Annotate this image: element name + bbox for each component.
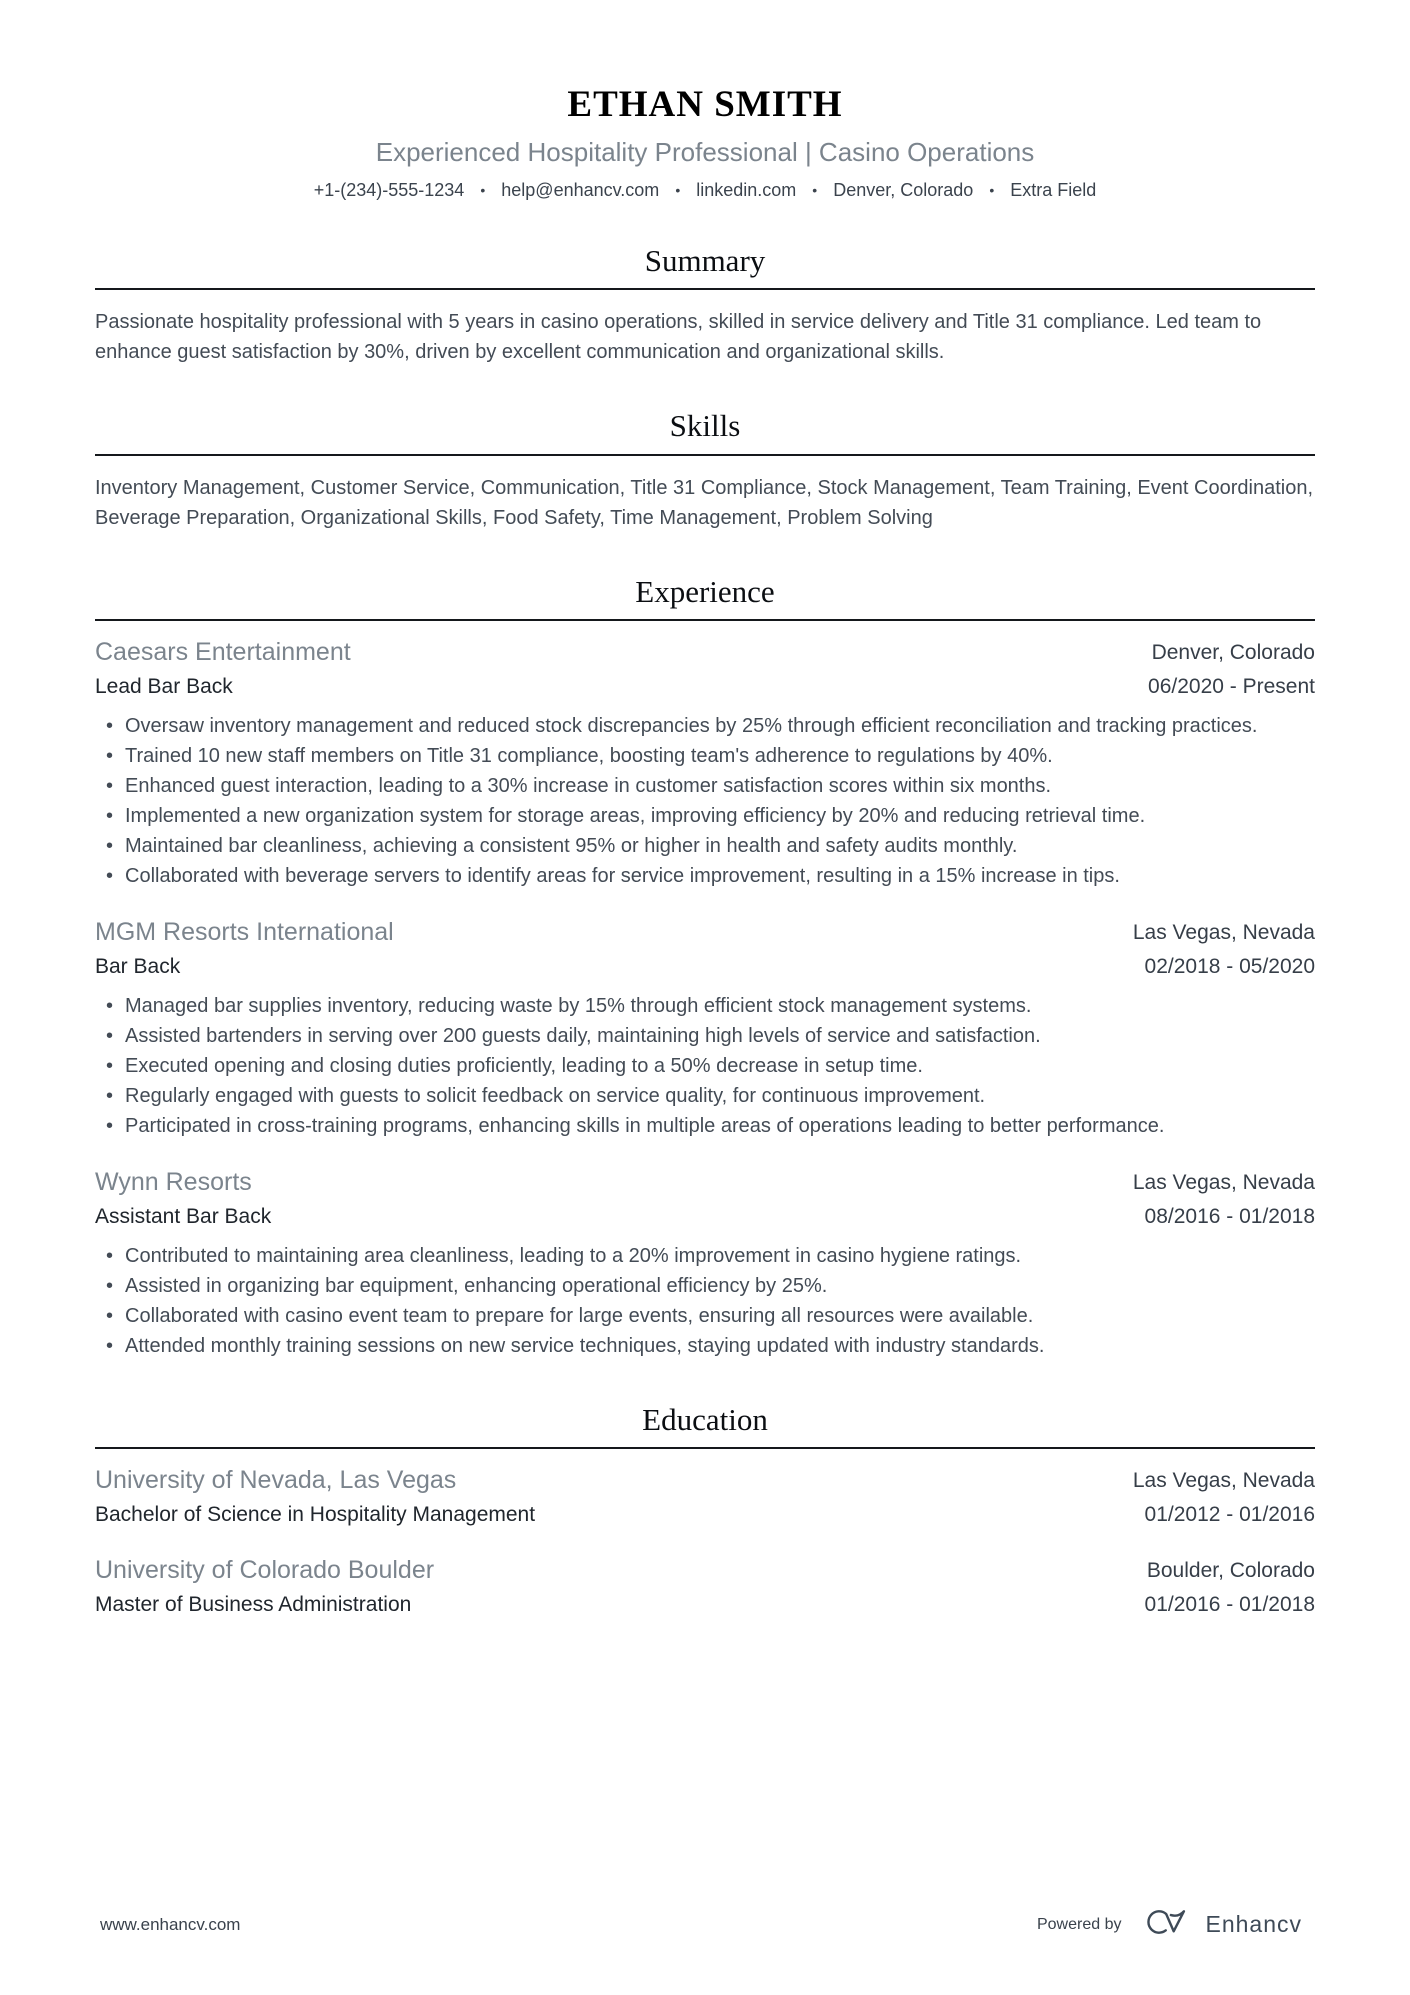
contact-linkedin[interactable]: linkedin.com — [696, 179, 797, 200]
school-dates: 01/2012 - 01/2016 — [1144, 1502, 1315, 1526]
job-location: Las Vegas, Nevada — [1132, 1170, 1315, 1194]
entry-header — [95, 636, 1315, 701]
entry-header — [95, 1166, 1315, 1231]
school-location: Boulder, Colorado — [1146, 1558, 1315, 1582]
bullet-item: • Enhanced guest interaction, leading to a 30% increase in customer satisfaction scores within six months. — [125, 771, 1315, 801]
education-section — [95, 1401, 1315, 1619]
bullet-item: • Regularly engaged with guests to solicit feedback on service quality, for continuous improvement. — [125, 1081, 1315, 1111]
bullet-item: • Assisted in organizing bar equipment, enhancing operational efficiency by 25%. — [125, 1271, 1315, 1301]
job-title: Bar Back — [95, 954, 181, 978]
education-entry-boulder — [95, 1554, 1315, 1619]
experience-title: Experience — [635, 573, 775, 609]
summary-section — [95, 242, 1315, 367]
entry-header — [95, 1554, 1315, 1619]
bullet-item: • Maintained bar cleanliness, achieving a consistent 95% or higher in health and safety audits monthly. — [125, 831, 1315, 861]
bullet-item: • Collaborated with casino event team to prepare for large events, ensuring all resources were available. — [125, 1301, 1315, 1331]
job-bullets — [95, 711, 1315, 891]
contact-line — [95, 179, 1315, 202]
bullet-item: • Assisted bartenders in serving over 200 guests daily, maintaining high levels of service and satisfaction. — [125, 1021, 1315, 1051]
bullet-item: • Oversaw inventory management and reduced stock discrepancies by 25% through efficient reconciliation and tracking practices. — [125, 711, 1315, 741]
job-dates: 06/2020 - Present — [1148, 674, 1315, 698]
dot-separator-icon: • — [989, 181, 995, 198]
job-location: Las Vegas, Nevada — [1132, 920, 1315, 944]
enhancv-wordmark[interactable]: Enhancv — [1205, 1911, 1302, 1937]
company-name: Caesars Entertainment — [95, 637, 351, 666]
job-title: Assistant Bar Back — [95, 1204, 272, 1228]
page-footer — [100, 1906, 1302, 1943]
bullet-item: • Participated in cross-training programs, enhancing skills in multiple areas of operations leading to better performance. — [125, 1111, 1315, 1141]
school-dates: 01/2016 - 01/2018 — [1144, 1592, 1315, 1616]
footer-brand — [1037, 1906, 1302, 1943]
job-location: Denver, Colorado — [1151, 640, 1315, 664]
degree-name: Master of Business Administration — [95, 1592, 412, 1616]
contact-email[interactable]: help@enhancv.com — [501, 179, 660, 200]
footer-website-link[interactable]: www.enhancv.com — [100, 1914, 241, 1934]
bullet-item: • Collaborated with beverage servers to identify areas for service improvement, resulting in a 15% increase in tips. — [125, 861, 1315, 891]
experience-section — [95, 573, 1315, 1361]
company-name: MGM Resorts International — [95, 917, 394, 946]
bullet-item: • Managed bar supplies inventory, reducing waste by 15% through efficient stock management systems. — [125, 991, 1315, 1021]
contact-extra-field: Extra Field — [1010, 179, 1097, 200]
summary-text: Passionate hospitality professional with 5 years in casino operations, skilled in service delivery and Title 31 compliance. Led team to enhance guest satisfaction by 30%, driven by excellent communication and organizational skills. — [95, 311, 1262, 364]
dot-separator-icon: • — [812, 181, 818, 198]
entry-header — [95, 916, 1315, 981]
bullet-item: • Implemented a new organization system for storage areas, improving efficiency by 20% and reducing retrieval time. — [125, 801, 1315, 831]
bullet-item: • Trained 10 new staff members on Title 31 compliance, boosting team's adherence to regulations by 40%. — [125, 741, 1315, 771]
experience-entry-mgm — [95, 916, 1315, 1141]
dot-separator-icon: • — [675, 181, 681, 198]
experience-entry-wynn — [95, 1166, 1315, 1361]
summary-title: Summary — [644, 243, 766, 279]
school-name: University of Colorado Boulder — [95, 1555, 435, 1584]
skills-section — [95, 407, 1315, 532]
bullet-item: • Contributed to maintaining area cleanliness, leading to a 20% improvement in casino hygiene ratings. — [125, 1241, 1315, 1271]
job-dates: 02/2018 - 05/2020 — [1144, 954, 1315, 978]
contact-location: Denver, Colorado — [833, 179, 974, 200]
contact-phone: +1-(234)-555-1234 — [313, 179, 465, 200]
company-name: Wynn Resorts — [95, 1167, 252, 1196]
section-divider — [95, 619, 1315, 621]
skills-text: Inventory Management, Customer Service, Communication, Title 31 Compliance, Stock Management, Team Training, Event Coordination, Beverage Preparation, Organizational Skills, Food Safety, Time Management, Problem Solving — [95, 476, 1313, 529]
education-title: Education — [642, 1401, 768, 1437]
job-title: Lead Bar Back — [95, 674, 233, 698]
enhancv-logo-icon[interactable] — [1137, 1906, 1189, 1943]
candidate-name: ETHAN SMITH — [567, 84, 843, 125]
job-bullets — [95, 991, 1315, 1141]
bullet-item: • Attended monthly training sessions on new service techniques, staying updated with industry standards. — [125, 1331, 1315, 1361]
job-bullets — [95, 1241, 1315, 1361]
resume-header — [95, 84, 1315, 202]
degree-name: Bachelor of Science in Hospitality Management — [95, 1502, 536, 1526]
school-name: University of Nevada, Las Vegas — [95, 1465, 457, 1494]
entry-header — [95, 1464, 1315, 1529]
section-divider — [95, 454, 1315, 456]
section-divider — [95, 288, 1315, 290]
candidate-headline: Experienced Hospitality Professional | Casino Operations — [375, 136, 1035, 167]
school-location: Las Vegas, Nevada — [1132, 1468, 1315, 1492]
section-divider — [95, 1447, 1315, 1449]
education-entry-unlv — [95, 1464, 1315, 1529]
experience-entry-caesars — [95, 636, 1315, 891]
job-dates: 08/2016 - 01/2018 — [1144, 1204, 1315, 1228]
dot-separator-icon: • — [480, 181, 486, 198]
powered-by-label: Powered by — [1036, 1915, 1122, 1933]
skills-title: Skills — [669, 408, 741, 444]
bullet-item: • Executed opening and closing duties proficiently, leading to a 50% decrease in setup time. — [125, 1051, 1315, 1081]
